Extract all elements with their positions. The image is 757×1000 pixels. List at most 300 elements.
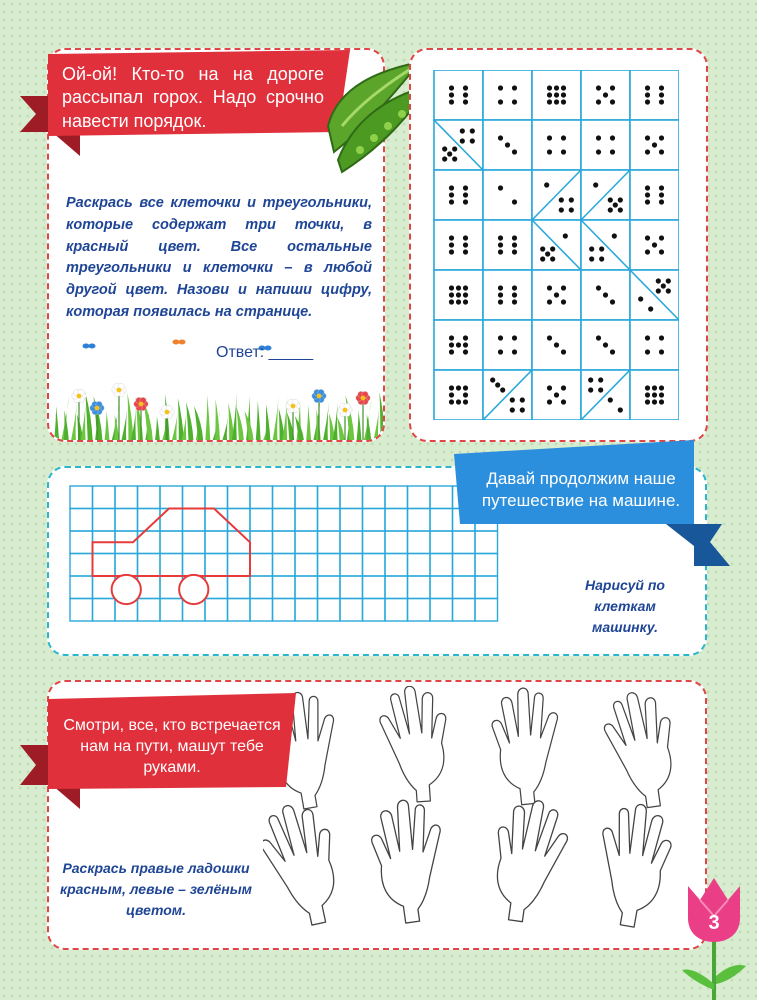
pea-dot [648,306,653,311]
grid-cell[interactable] [295,486,318,509]
pea-dot [603,92,608,97]
grid-cell[interactable] [93,554,116,577]
grid-cell[interactable] [205,531,228,554]
grid-cell[interactable] [138,554,161,577]
grid-cell[interactable] [630,170,679,220]
pea-dot [520,407,525,412]
pea-dot [449,249,454,254]
pea-dot [449,285,454,290]
pea-dot [449,99,454,104]
tulip-icon [682,872,746,1000]
pea-dot [656,278,661,283]
pea-dot [460,138,465,143]
task3-intro: Смотри, все, кто встречается нам на пути, машут тебе руками. [63,717,281,776]
grid-cell[interactable] [228,576,251,599]
hand-outline[interactable] [378,686,452,804]
pea-dot [645,385,650,390]
pea-dot [659,385,664,390]
grid-cell[interactable] [250,599,273,622]
grid-cell[interactable] [273,554,296,577]
pea-dot [463,349,468,354]
pea-dot [561,399,566,404]
grid-cell[interactable] [434,70,483,120]
pea-dot [463,285,468,290]
pea-dot [547,385,552,390]
grid-cell[interactable] [483,220,532,270]
pea-dot [618,197,623,202]
pea-dot [470,128,475,133]
pea-dot [512,242,517,247]
pea-dot [561,385,566,390]
ribbon-tail [20,745,52,785]
pea-dot [645,149,650,154]
pea-dot [612,233,617,238]
pea-dot [645,349,650,354]
pea-dot [449,92,454,97]
pea-dot [599,246,604,251]
pea-dot [547,92,552,97]
pea-dot [463,192,468,197]
pea-dot [645,249,650,254]
grid-cell[interactable] [318,509,341,532]
pea-dot [500,387,505,392]
grid-cell[interactable] [295,554,318,577]
grid-cell[interactable] [228,531,251,554]
grid-cell[interactable] [273,576,296,599]
pea-dot [547,85,552,90]
pea-dot [645,392,650,397]
pea-dot [456,399,461,404]
flower-icon [312,389,326,441]
car-body [93,509,251,577]
grid-cell[interactable] [408,599,431,622]
pea-dot [613,202,618,207]
grid-cell[interactable] [630,70,679,120]
grid-cell[interactable] [115,486,138,509]
pea-dot [512,99,517,104]
grid-cell[interactable] [483,270,532,320]
pea-dot [463,199,468,204]
pea-dot [456,285,461,290]
task1-instruction: Раскрась все клеточки и треугольники, которые содержат три точки, в красный цвет. Все остальные треугольники и клеточки – в любой другой цвет. Назови и напиши цифру, которая появилась на странице. [66,195,372,320]
grid-cell[interactable] [340,599,363,622]
grid-cell[interactable] [630,320,679,370]
pea-dot [596,285,601,290]
pea-dot [561,285,566,290]
pea-dot [596,335,601,340]
grid-cell[interactable] [385,554,408,577]
grid-cell[interactable] [363,531,386,554]
pea-dot [512,285,517,290]
pea-dot [659,135,664,140]
pea-dot [510,397,515,402]
pea-dot [659,85,664,90]
pea-dot [442,146,447,151]
grid-cell[interactable] [228,599,251,622]
grid-cell[interactable] [70,486,93,509]
grid-cell[interactable] [93,486,116,509]
car-wheel [179,575,208,604]
pea-dot [608,207,613,212]
grid-cell[interactable] [115,554,138,577]
pea-dot [498,335,503,340]
flower-icon [160,405,174,441]
pea-dot [449,192,454,197]
pea-dot [659,149,664,154]
pea-dot [610,135,615,140]
pea-dot [463,99,468,104]
grid-cell[interactable] [385,531,408,554]
pea-dot [498,242,503,247]
hand-outline[interactable] [489,686,567,807]
pea-dot [547,335,552,340]
grid-cell[interactable] [408,509,431,532]
butterfly-icon [173,340,186,345]
pea-dot [512,149,517,154]
pea-dot [659,92,664,97]
pea-dot [589,256,594,261]
grid-cell[interactable] [453,599,476,622]
pea-dot [547,299,552,304]
grid-cell[interactable] [93,509,116,532]
pea-dot [563,233,568,238]
pea-dot [569,207,574,212]
pea-dot [659,99,664,104]
grid-cell[interactable] [475,576,498,599]
pea-dot [512,249,517,254]
pea-dot [512,299,517,304]
pea-dot [596,85,601,90]
pea-dot [463,85,468,90]
grid-cell[interactable] [408,531,431,554]
grid-cell[interactable] [318,486,341,509]
pea-dot [449,385,454,390]
pea-dot [645,185,650,190]
pea-dot [540,246,545,251]
grid-cell[interactable] [250,576,273,599]
pea-dot [559,197,564,202]
hand-outline[interactable] [367,796,453,926]
pea-dot [449,235,454,240]
pea-dot [463,185,468,190]
page-number: 3 [708,912,720,934]
pea-dot [561,99,566,104]
grid-cell[interactable] [205,486,228,509]
pea-dot [569,197,574,202]
grid-cell[interactable] [295,599,318,622]
pea-dot [449,299,454,304]
pea-dot [550,246,555,251]
pea-dot [463,242,468,247]
pea-dot [645,135,650,140]
pea-dot [456,299,461,304]
grid-cell[interactable] [318,599,341,622]
pea-dot [659,199,664,204]
pea-dot [618,207,623,212]
pea-dot [498,299,503,304]
grid-cell[interactable] [408,554,431,577]
pea-dot [463,235,468,240]
pea-dot [561,349,566,354]
grid-cell[interactable] [205,554,228,577]
pea-dot [596,149,601,154]
pea-dot [547,99,552,104]
grid-cell[interactable] [70,554,93,577]
grid-cell[interactable] [295,509,318,532]
grid-cell[interactable] [340,486,363,509]
ribbon-fold [666,524,694,546]
pea-dot [559,207,564,212]
grid-cell[interactable] [581,120,630,170]
grid-cell[interactable] [273,509,296,532]
pea-dot [603,342,608,347]
grid-cell[interactable] [318,531,341,554]
grid-cell[interactable] [363,509,386,532]
pea-dot [554,392,559,397]
grid-cell[interactable] [205,599,228,622]
pea-dot [554,99,559,104]
grid-cell[interactable] [408,486,431,509]
pea-dot [452,156,457,161]
pea-dot [449,185,454,190]
pea-dot [561,149,566,154]
grid-cell[interactable] [434,220,483,270]
grid-cell[interactable] [250,509,273,532]
pea-dot [547,399,552,404]
grid-cell[interactable] [453,576,476,599]
grid-cell[interactable] [183,486,206,509]
pea-dot [659,399,664,404]
pea-dot [547,149,552,154]
pea-dot [645,199,650,204]
pea-dot [561,85,566,90]
pea-dot [449,242,454,247]
pea-dot [449,392,454,397]
pea-dot [561,135,566,140]
grid-cell[interactable] [483,170,532,220]
pea-dot [456,292,461,297]
grid-cell[interactable] [295,576,318,599]
grid-cell[interactable] [228,554,251,577]
hand-outline[interactable] [263,798,347,932]
pea-dot [544,182,549,187]
pea-dot [659,335,664,340]
pea-dot [656,288,661,293]
pea-dot [512,85,517,90]
grid-cell[interactable] [385,486,408,509]
pea-dot [652,399,657,404]
pea-dot [588,377,593,382]
pea-dot [540,256,545,261]
task1-intro: Ой-ой! Кто-то на на дороге рассыпал горох. Надо срочно навести порядок. [62,64,324,131]
pea-dot [659,192,664,197]
pea-dot [498,285,503,290]
pea-dot [561,299,566,304]
grid-cell[interactable] [160,554,183,577]
hand-outline[interactable] [588,799,677,931]
pea-dot [463,342,468,347]
grid-cell[interactable] [385,576,408,599]
grid-cell[interactable] [273,599,296,622]
pea-dot [652,385,657,390]
pea-dot [659,249,664,254]
pea-dot [498,235,503,240]
ribbon-tail [20,96,52,132]
pea-dot [618,407,623,412]
pea-dot [449,399,454,404]
pea-dot [659,392,664,397]
grid-cell[interactable] [340,531,363,554]
grid-cell[interactable] [70,599,93,622]
grid-cell[interactable] [430,599,453,622]
pea-dot [498,349,503,354]
pea-dot [463,392,468,397]
pea-dot [498,249,503,254]
pea-dot [463,249,468,254]
grid-cell[interactable] [532,120,581,170]
pea-dot [645,235,650,240]
pea-dot [554,85,559,90]
grid-cell[interactable] [93,599,116,622]
pea-dot [599,256,604,261]
pea-dot [510,407,515,412]
pea-dot [638,296,643,301]
pea-dot [661,283,666,288]
task2-instruction: Нарисуй по клеткам машинку. [585,577,665,635]
pea-dot [598,377,603,382]
pea-dot [652,392,657,397]
pea-dot [596,99,601,104]
grid-cell[interactable] [183,509,206,532]
grid-cell[interactable] [483,70,532,120]
pea-dot [449,335,454,340]
pea-dot [460,128,465,133]
pea-dot [449,342,454,347]
dot-grid-panel [409,48,708,442]
pea-dot [498,99,503,104]
grid-cell[interactable] [363,486,386,509]
pea-dot [645,192,650,197]
pea-dot [449,349,454,354]
grid-cell[interactable] [340,576,363,599]
pea-dot [645,99,650,104]
pea-dot [645,335,650,340]
car-wheel [112,575,141,604]
task3-instruction: Раскрась правые ладошки красным, левые – зелёным цветом. [59,860,253,918]
grass [49,392,383,441]
grid-cell[interactable] [160,486,183,509]
pea-dot [498,85,503,90]
grid-cell[interactable] [183,531,206,554]
grid-cell[interactable] [70,576,93,599]
pea-dot [659,349,664,354]
grid-cell[interactable] [70,531,93,554]
grid-cell[interactable] [318,554,341,577]
pea-dot [561,92,566,97]
task2-intro: Давай продолжим наше путешествие на машине. [481,469,681,511]
grid-cell[interactable] [228,509,251,532]
pea-dot [550,256,555,261]
pea-dot [608,197,613,202]
grid-cell[interactable] [250,531,273,554]
pea-dot [598,387,603,392]
pea-dot [610,85,615,90]
grid-cell[interactable] [340,554,363,577]
grid-cell[interactable] [408,576,431,599]
pea-dot [463,299,468,304]
pea-dot [645,85,650,90]
grid-cell[interactable] [138,599,161,622]
grid-cell[interactable] [363,554,386,577]
pea-dot [449,199,454,204]
grid-cell[interactable] [483,320,532,370]
grid-cell[interactable] [430,576,453,599]
pea-dot [470,138,475,143]
grid-cell[interactable] [385,509,408,532]
pea-dot [659,235,664,240]
pea-dot [520,397,525,402]
pea-dot [610,349,615,354]
grid-cell[interactable] [160,599,183,622]
grid-cell[interactable] [160,531,183,554]
grid-cell[interactable] [340,509,363,532]
grid-cell[interactable] [138,486,161,509]
pea-dot [495,382,500,387]
pea-dot [554,342,559,347]
grid-cell[interactable] [273,531,296,554]
grid-cell[interactable] [273,486,296,509]
grid-cell[interactable] [385,599,408,622]
grid-cell[interactable] [228,486,251,509]
answer-label[interactable]: Ответ: _____ [216,344,314,361]
pea-dot [463,335,468,340]
pea-dot [498,292,503,297]
pea-dot [505,142,510,147]
pea-dot [463,385,468,390]
pea-dot [442,156,447,161]
grid-cell[interactable] [363,576,386,599]
grid-cell[interactable] [295,531,318,554]
hand-outline[interactable] [486,796,572,926]
grid-cell[interactable] [434,170,483,220]
pea-dot [659,185,664,190]
grid-cell[interactable] [183,554,206,577]
pea-dot [463,399,468,404]
grid-cell[interactable] [70,509,93,532]
pea-dot [652,242,657,247]
car-grid [69,485,499,635]
pea-dot [456,342,461,347]
pea-dot [610,149,615,154]
pea-dot [512,235,517,240]
pea-dot [512,292,517,297]
grid-cell[interactable] [250,554,273,577]
pea-dot [447,151,452,156]
pea-dot [449,85,454,90]
grid-cell[interactable] [160,509,183,532]
pea-dot [512,349,517,354]
grid-cell[interactable] [318,576,341,599]
grid-cell[interactable] [363,599,386,622]
grid-cell[interactable] [434,370,483,420]
hand-outline[interactable] [600,688,681,812]
pea-dot [596,135,601,140]
grid-cell[interactable] [475,599,498,622]
grid-cell[interactable] [250,486,273,509]
pea-dot [449,292,454,297]
grid-cell[interactable] [115,509,138,532]
pea-dot [554,92,559,97]
